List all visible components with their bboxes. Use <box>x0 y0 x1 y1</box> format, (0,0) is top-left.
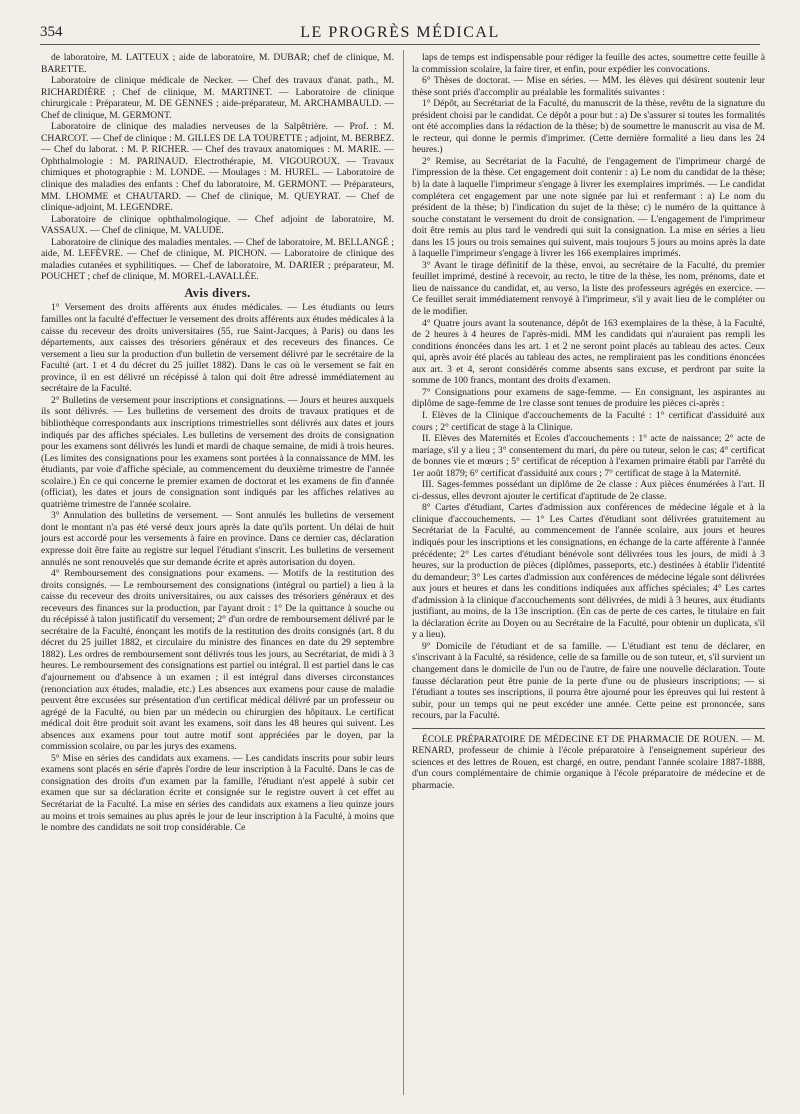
journal-title: LE PROGRÈS MÉDICAL <box>300 24 500 41</box>
avis-paragraph: 6° Thèses de doctorat. — Mise en séries. — MM. les élèves qui désirent soutenir leur thèse sont priés d'accomplir au préalable les formalités suivantes : <box>412 75 765 98</box>
avis-paragraph: 1° Versement des droits afférents aux études médicales. — Les étudiants ou leurs familles ont la faculté d'effectuer le versement des droits afférents aux études médicales à la caisse du receveur des droits universitaires (55, rue Saint-Jacques, à Paris) ou dans les départements, aux caisses des trésoriers généraux et des receveurs des finances. Ce versement a lieu sur la production d'un bulletin de versement délivré par le secrétaire de la Faculté (art. 1 et 4 du décret du 25 juillet 1882). Dans le cas où le versement se fait en province, il en est délivré un récépissé à talon qui doit être adressé immédiatement au secrétaire de la Faculté. <box>41 302 394 395</box>
left-column <box>41 52 394 1102</box>
avis-paragraph: I. Elèves de la Clinique d'accouchements de la Faculté : 1° certificat d'assiduité aux cours ; 2° certificat de stage à la Clinique. <box>412 409 765 433</box>
avis-paragraph: 2° Bulletins de versement pour inscriptions et consignations. — Jours et heures auxquels ils sont délivrés. — Les bulletins de versement des droits de travaux pratiques et de bibliothèque correspondants aux inscriptions trimestrielles sont délivrés aux dates et jours indiqués par des affiches spéciales. Les bulletins de versement des droits de consignation pour les examens sont délivrés les lundi et mardi de chaque semaine, de midi à trois heures. (Les limites des consignations pour les examens sont portées à la connaissance de MM. les étudiants, par voie d'affiche spéciale, au commencement du deuxième trimestre de l'année scolaire.) En ce qui concerne le premier examen de doctorat et les examens de fin d'année (officiat), les dates et jours de consignation sont indiqués par les affiches relatives au quatrième trimestre de l'année scolaire. <box>41 394 394 510</box>
section-heading: Avis divers. <box>184 285 251 300</box>
avis-paragraph: 9° Domicile de l'étudiant et de sa famille. — L'étudiant est tenu de déclarer, en s'inscrivant à la Faculté, sa résidence, celle de sa famille ou de son tuteur, et, s'il survient un changement dans le domicile de l'un ou de l'autre, de faire une nouvelle déclaration. Toute fausse déclaration peut être punie de la perte d'une ou de plusieurs inscriptions; — si l'étudiant a toutes ses inscriptions, il pourra être ajourné pour les épreuves qui lui restent à subir, pour un temps qui ne peut excéder une année. Cette peine est prononcée, sans recours, par la Faculté. <box>412 640 765 722</box>
staff-paragraph: Laboratoire de clinique des maladies nerveuses de la Salpêtrière. — Prof. : M. CHARCOT. — Chef de clinique : M. GILLES DE LA TOURETTE ; adjoint, M. BERBEZ. — Chef du laborat. : M. P. RICHER. — Chef des travaux anatomiques : M. MARIE. — Ophthalmologie : M. PARINAUD. Electrothérapie, M. VIGOUROUX. — Travaux chimiques et photographie : M. LONDE. — Moulages : M. HUREL. — Laboratoire de clinique des maladies des enfants : Chef du laboratoire, M. GERMONT. — Préparateurs, MM. LHOMME et CHAUTARD. — Chef de clinique, M. QUEYRAT. — Chef de clinique-adjoint, M. LEGENDRE. <box>41 121 394 214</box>
page-header <box>40 24 760 45</box>
avis-paragraph: III. Sages-femmes possédant un diplôme de 2e classe : Aux pièces énumérées à l'art. II ci-dessus, elles devront ajouter le certificat d'aptitude de 2e classe. <box>412 479 765 502</box>
avis-paragraph: 3° Annulation des bulletins de versement. — Sont annulés les bulletins de versement dont le montant n'a pas été versé deux jours après la date qu'ils portent. Un délai de huit jours est accordé pour les versements à faire en province. Dans ce dernier cas, déclaration expresse doit être faite au registre sur lequel l'étudiant s'inscrit. Les bulletins de versement annulés ne sont renouvelés que sur demande écrite et après autorisation du doyen. <box>41 510 394 568</box>
avis-paragraph: laps de temps est indispensable pour rédiger la feuille des actes, soumettre cette feuille à la commission scolaire, la faire tirer, et enfin, pour expédier les convocations. <box>412 52 765 75</box>
avis-paragraph: 2° Remise, au Secrétariat de la Faculté, de l'engagement de l'imprimeur chargé de l'impression de la thèse. Cet engagement doit contenir : a) Le nom du candidat de la thèse; b) la date à laquelle l'imprimeur s'engage à livrer les exemplaires imprimés. — Le candidat complétera cet engagement par une note signée par lui et renfermant : a) Le nom du président de la thèse; b) l'indication du sujet de la thèse; c) le numéro de la quittance à souche constatant le versement du droit de consignation. — L'engagement de l'imprimeur doit être remis au plus tard le vendredi qui suit la consignation. La mise en séries a lieu dans les 15 jours ou trois semaines qui suivent, mais toujours 5 jours au moins après la date à laquelle l'imprimeur s'engage à livrer les 166 exemplaires imprimés. <box>412 155 765 260</box>
avis-paragraph: 5° Mise en séries des candidats aux examens. — Les candidats inscrits pour subir leurs examens sont placés en série d'après l'ordre de leur inscription à la Faculté. Dans le cas de consignation des droits d'un examen par la famille, l'étudiant n'est appelé à subir cet examen que sur sa déclaration écrite et consignée sur le registre ouvert à cet effet au Secrétariat de la Faculté. La mise en séries des candidats aux examens a lieu quinze jours au moins et trois semaines au plus après le jour de leur inscription à la Faculté, à moins que le nombre des candidats ne soit trop considérable. Ce <box>41 752 394 834</box>
staff-paragraph: Laboratoire de clinique ophthalmologique. — Chef adjoint de laboratoire, M. VASSAUX. — Chef de clinique, M. VALUDE. <box>41 213 394 237</box>
staff-paragraph: Laboratoire de clinique des maladies mentales. — Chef de laboratoire, M. BELLANGÉ ; aide, M. LEFÈVRE. — Chef de clinique, M. PICHON. — Laboratoire de clinique des maladies cutanées et syphilitiques. — Chef de laboratoire, M. DARIER ; préparateur, M. POUCHET ; chef de clinique, M. MOREL-LAVALLÉE. <box>41 236 394 283</box>
rouen-notice: ÉCOLE PRÉPARATOIRE DE MÉDECINE ET DE PHARMACIE DE ROUEN. — M. RENARD, professeur de chimie à l'école préparatoire à l'enseignement supérieur des sciences et des lettres de Rouen, est chargé, en outre, pendant l'année scolaire 1887-1888, d'un cours complémentaire de chimie organique à l'école préparatoire de médecine et de pharmacie. <box>412 733 765 791</box>
staff-paragraph: Laboratoire de clinique médicale de Necker. — Chef des travaux d'anat. path., M. RICHARDIÈRE ; Chef de clinique, M. MARTINET. — Laboratoire de clinique chirurgicale : Préparateur, M. DE GENNES ; aide-préparateur, M. ARCHAMBAULD. — Chef de clinique, M. GERMONT. <box>41 75 394 121</box>
avis-paragraph: II. Elèves des Maternités et Ecoles d'accouchements : 1° acte de naissance; 2° acte de mariage, s'il y a lieu ; 3° consentement du mari, du père ou tuteur, selon le cas; 4° certificat de bonnes vie et mœurs ; 5° certificat de réception à l'examen primaire établi par l'arrêté du 1er août 1879; 6° certificat d'assiduité aux cours ; 7° certificat de stage à la Maternité. <box>412 433 765 479</box>
section-rule <box>412 728 765 729</box>
staff-paragraph: de laboratoire, M. LATTEUX ; aide de laboratoire, M. DUBAR; chef de clinique, M. BARETTE. <box>41 52 394 75</box>
avis-paragraph: 4° Quatre jours avant la soutenance, dépôt de 163 exemplaires de la thèse, à la Faculté, de 2 heures à 4 heures de l'après-midi. MM les candidats qui n'auraient pas rempli les conditions énoncées dans les art. 1 et 2 ne seront point placés au tableau des actes. Ceux qui, après avoir été placés au tableau des actes, ne rempliraient pas les conditions énoncées aux art. 3 et 4, seront considérés comme absents sans excuse, et perdront par suite la somme de 100 francs, montant des droits d'examen. <box>412 317 765 387</box>
column-divider <box>403 50 404 1095</box>
right-column <box>412 52 765 1102</box>
avis-paragraph: 3° Avant le tirage définitif de la thèse, envoi, au secrétaire de la Faculté, du premier feuillet imprimé, destiné à recevoir, au recto, le titre de la thèse, les nom, prénoms, date et lieu de naissance du candidat, et, au verso, la liste des professeurs agrégés en exercice. — Ce feuillet serait immédiatement renvoyé à l'imprimeur, s'il y avait lieu de le compléter ou de le modifier. <box>412 259 765 318</box>
avis-paragraph: 7° Consignations pour examens de sage-femme. — En consignant, les aspirantes au diplôme de sage-femme de 1re classe sont tenues de produire les pièces ci-après : <box>412 386 765 410</box>
avis-paragraph: 1° Dépôt, au Secrétariat de la Faculté, du manuscrit de la thèse, revêtu de la signature du président choisi par le candidat. Ce dépôt a pour but : a) De s'assurer si toutes les formalités ont été accomplies dans la rédaction de la thèse; b) de soumettre le manuscrit au visa de M. le recteur, qui donne le permis d'imprimer. (Cette dernière formalité a lieu dans les 24 heures.) <box>412 98 765 156</box>
page-number: 354 <box>40 24 63 40</box>
avis-paragraph: 8° Cartes d'étudiant, Cartes d'admission aux conférences de médecine légale et à la clinique d'accouchements. — 1° Les Cartes d'étudiant sont délivrées gratuitement au Secrétariat de la Faculté, au commencement de l'année scolaire, aux jours et heures indiqués pour les inscriptions et les consignations, en échange de la carte afférente à l'année précédente; 2° Les cartes d'étudiant bénévole sont délivrées tous les jours, de midi à 3 heures, sur la production de pièces (diplômes, passeports, etc.) destinées à établir l'identité du demandeur; 3° Les cartes d'admission aux conférences de médecine légale sont délivrées aux jours et heures et dans les conditions indiquées aux affiches spéciales; 4° Les cartes d'admission à la clinique d'accouchements sont délivrées, de midi à 3 heures, aux étudiants justifiant, au moins, de la 13e inscription. (En cas de perte de ces cartes, le titulaire en fait la déclaration écrite au Doyen ou au Secrétaire de la Faculté, pour obtenir un duplicata, s'il y a lieu). <box>412 502 765 641</box>
avis-paragraph: 4° Remboursement des consignations pour examens. — Motifs de la restitution des droits consignés. — Le remboursement des consignations (intégral ou partiel) a lieu à la caisse du receveur des droits universitaires, ou aux caisses des trésoriers généraux et des receveurs des finances sur la production, par l'ayant droit : 1° De la quittance à souche ou du récépissé à talon justificatif du versement; 2° d'un ordre de remboursement délivré par le secrétaire de la Faculté, énonçant les motifs de la restitution des droits consignés (art. 8 du décret du 25 juillet 1882, et circulaire du ministre des finances en date du 29 septembre 1882). Les ordres de remboursement sont délivrés tous les jours, au Secrétariat, de midi à 3 heures. Le remboursement des consignations est partiel ou intégral. Il est partiel dans le cas d'ajournement ou d'absence à un examen ; il est intégral dans diverses circonstances (renonciation aux études, maladie, etc.) Les absences aux examens pour cause de maladie peuvent être excusées sur présentation d'un certificat médical délivré par un professeur ou agrégé de la Faculté, ou bien par un médecin ou chirurgien des hôpitaux. Le certificat médical doit être produit soit avant les examens, soit dans les 48 heures qui suivent. Les absences aux examens pour tout autre motif sont appréciées par le doyen, par la commission scolaire, ou par les jurys des examens. <box>41 568 394 753</box>
